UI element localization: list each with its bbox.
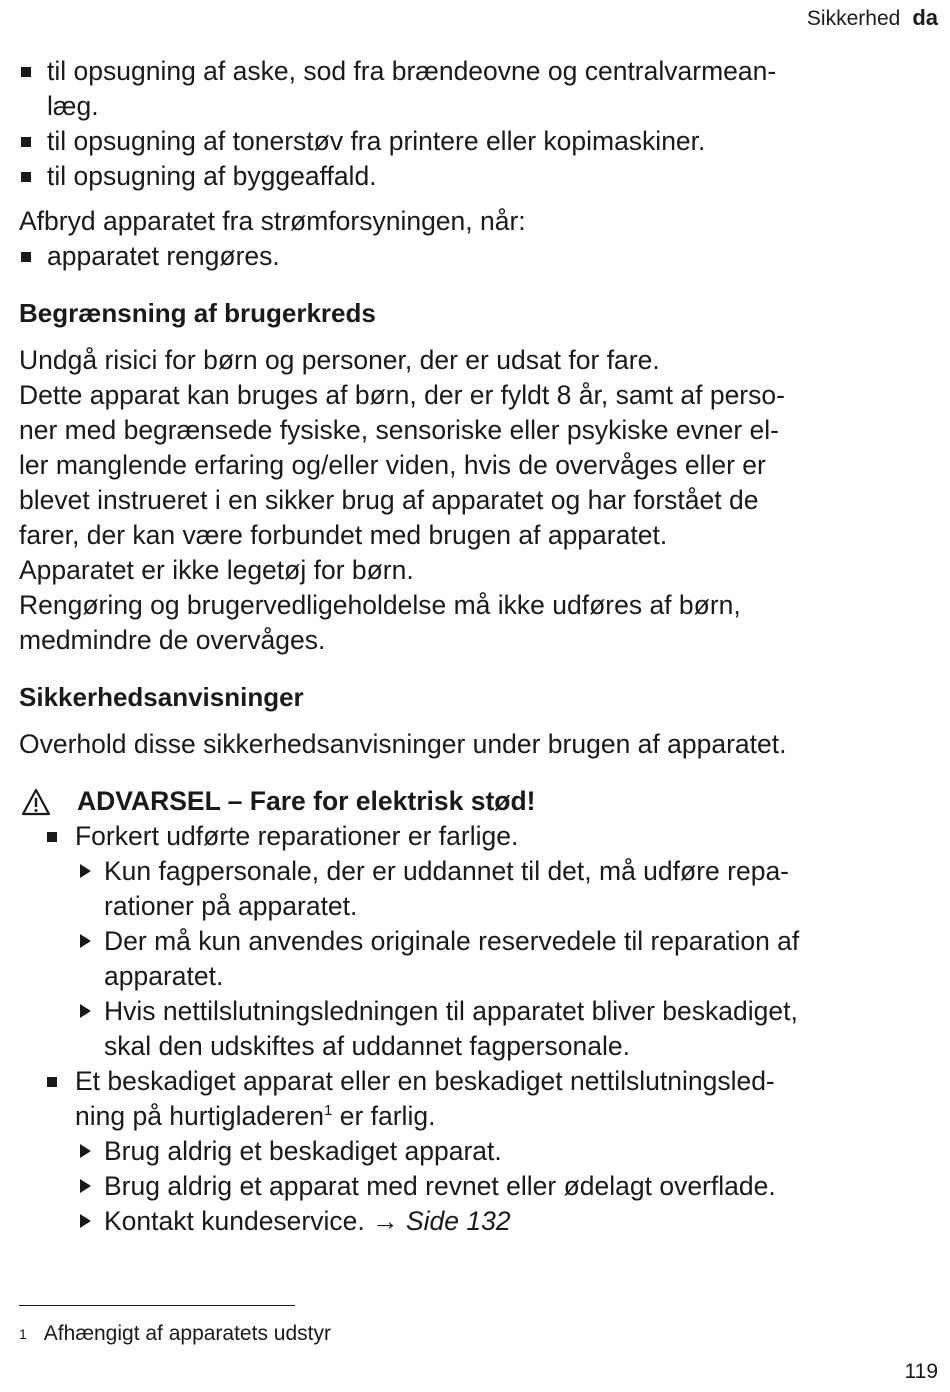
arrow-right-icon: →: [372, 1206, 399, 1236]
line: til opsugning af tonerstøv fra printere eller kopimaskiner.: [47, 126, 706, 156]
section-heading-safety-instructions: Sikkerhedsanvisninger: [19, 682, 304, 712]
page-number: 119: [904, 1360, 938, 1383]
list-item: [19, 239, 934, 274]
footnote-text: Afhængigt af apparatets udstyr: [43, 1322, 331, 1345]
line: Kun fagpersonale, der er uddannet til det, må udføre repa-: [104, 856, 790, 886]
line: til opsugning af aske, sod fra brændeovne og centralvarmean-: [47, 56, 777, 86]
language-code: da: [912, 5, 938, 30]
action-item: [19, 924, 934, 994]
list-item: [19, 54, 934, 124]
footnote: [19, 1320, 331, 1348]
line: apparatet rengøres.: [47, 241, 280, 271]
line: medmindre de overvåges.: [19, 625, 326, 655]
section-body-user-restriction: [19, 343, 934, 658]
line: Rengøring og brugervedligeholdelse må ikke udføres af børn,: [19, 590, 741, 620]
warning-title: [19, 784, 934, 819]
line: Apparatet er ikke legetøj for børn.: [19, 555, 414, 585]
line-text: ning på hurtigladeren: [75, 1101, 324, 1131]
line: blevet instrueret i en sikker brug af apparatet og har forstået de: [19, 485, 759, 515]
action-item: [19, 994, 934, 1064]
line: til opsugning af byggeaffald.: [47, 161, 377, 191]
main-content: [19, 54, 934, 1239]
footnote-divider: [19, 1305, 295, 1306]
section-intro-safety: Overhold disse sikkerhedsanvisninger under brugen af apparatet.: [19, 729, 787, 759]
line: [75, 1099, 934, 1134]
line: læg.: [47, 91, 99, 121]
line: Undgå risici for børn og personer, der er udsat for fare.: [19, 345, 660, 375]
action-item: [19, 1204, 934, 1239]
action-item: [19, 854, 934, 924]
page-reference-link[interactable]: Side 132: [405, 1206, 511, 1236]
list-item: [19, 124, 934, 159]
line: Et beskadiget apparat eller en beskadiget nettilslutningsled-: [75, 1066, 775, 1096]
line: Hvis nettilslutningsledningen til apparatet bliver beskadiget,: [104, 996, 798, 1026]
warning-bullet: Forkert udførte reparationer er farlige.: [19, 819, 934, 854]
disconnect-intro: Afbryd apparatet fra strømforsyningen, når:: [19, 206, 526, 236]
contact-text: Kontakt kundeservice.: [104, 1206, 365, 1236]
warning-title-text: ADVARSEL – Fare for elektrisk stød!: [77, 786, 536, 816]
action-item: Brug aldrig et apparat med revnet eller ødelagt overflade.: [19, 1169, 934, 1204]
line: Dette apparat kan bruges af børn, der er fyldt 8 år, samt af perso-: [19, 380, 785, 410]
line: rationer på apparatet.: [104, 891, 358, 921]
warning-triangle-icon: [21, 788, 51, 816]
section-heading-user-restriction: Begrænsning af brugerkreds: [19, 298, 376, 328]
footnote-number: 1: [19, 1326, 27, 1342]
section-name: Sikkerhed: [806, 7, 901, 30]
line: ler manglende erfaring og/eller viden, hvis de overvåges eller er: [19, 450, 766, 480]
warning-bullet: [19, 1064, 934, 1134]
page-header: [807, 4, 938, 33]
line: Der må kun anvendes originale reservedele til reparation af: [104, 926, 800, 956]
list-item: [19, 159, 934, 194]
line: ner med begrænsede fysiske, sensoriske eller psykiske evner el-: [19, 415, 779, 445]
line: farer, der kan være forbundet med brugen af apparatet.: [19, 520, 668, 550]
line: skal den udskiftes af uddannet fagpersonale.: [104, 1031, 630, 1061]
action-item: Brug aldrig et beskadiget apparat.: [19, 1134, 934, 1169]
line-text: er farlig.: [332, 1101, 436, 1131]
line: apparatet.: [104, 961, 224, 991]
footnote-ref: 1: [324, 1102, 333, 1120]
